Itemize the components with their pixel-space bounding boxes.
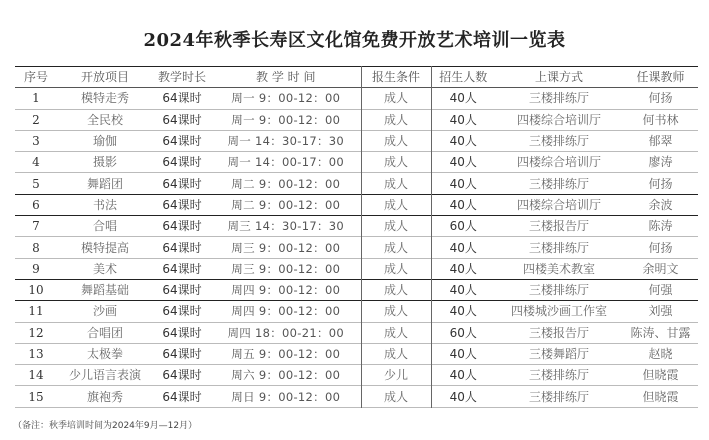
cell-condition: 成人: [361, 258, 431, 279]
table-row: [15, 365, 698, 386]
cell-enroll: 40人: [431, 365, 495, 386]
header-condition: 报生条件: [361, 67, 431, 88]
cell-enroll: 40人: [431, 130, 495, 151]
cell-venue: 三楼舞蹈厅: [528, 347, 589, 361]
cell-condition: 成人: [361, 109, 431, 130]
cell-venue: 三楼报告厅: [528, 325, 589, 340]
cell-enroll: 40人: [431, 343, 495, 364]
cell-no: 12: [28, 325, 44, 340]
header-no: 序号: [23, 70, 48, 85]
cell-hours: 64课时: [162, 347, 202, 361]
cell-time: 周四 9：00-12：00: [231, 283, 341, 298]
cell-hours: 64课时: [162, 304, 202, 319]
cell-time: 周三 14：30-17：30: [227, 219, 345, 234]
table-row: [15, 88, 698, 109]
header-venue: 上课方式: [534, 70, 583, 85]
cell-hours: 64课时: [162, 155, 202, 170]
table-row: [15, 343, 698, 364]
cell-no: 14: [28, 368, 44, 383]
cell-venue: 三楼排练厅: [528, 240, 589, 255]
cell-hours: 64课时: [162, 325, 202, 340]
cell-venue: 四楼综合培训厅: [516, 112, 601, 127]
cell-teacher: 陈涛、甘露: [630, 325, 691, 340]
cell-no: 2: [32, 112, 40, 127]
cell-teacher: 何强: [648, 283, 673, 298]
cell-venue: 四楼城沙画工作室: [510, 304, 607, 319]
cell-enroll: 40人: [431, 152, 495, 173]
cell-no: 10: [28, 283, 44, 298]
cell-condition: 成人: [361, 301, 431, 322]
cell-teacher: 刘强: [648, 304, 673, 319]
cell-condition: 少儿: [361, 365, 431, 386]
cell-enroll: 40人: [431, 386, 495, 407]
table-row: [15, 130, 698, 151]
cell-venue: 四楼综合培训厅: [516, 197, 601, 212]
cell-project: 太极拳: [86, 347, 123, 361]
cell-time: 周二 9：00-12：00: [231, 176, 341, 191]
cell-project: 美术: [92, 261, 117, 276]
cell-project: 少儿语言表演: [68, 368, 141, 383]
cell-teacher: 陈涛: [648, 219, 673, 234]
cell-venue: 三楼排练厅: [528, 368, 589, 383]
cell-project: 舞蹈团: [86, 176, 123, 191]
table-row: [15, 322, 698, 343]
cell-project: 全民校: [86, 112, 123, 127]
cell-teacher: 何扬: [648, 176, 673, 191]
cell-hours: 64课时: [162, 134, 202, 149]
cell-no: 13: [28, 347, 44, 361]
cell-condition: 成人: [361, 173, 431, 194]
table-row: [15, 301, 698, 322]
cell-no: 15: [28, 389, 44, 404]
cell-enroll: 40人: [431, 258, 495, 279]
cell-project: 舞蹈基础: [80, 283, 129, 298]
cell-project: 书法: [92, 197, 117, 212]
cell-time: 周五 9：00-12：00: [231, 347, 341, 361]
cell-project: 瑜伽: [92, 134, 117, 149]
cell-venue: 四楼综合培训厅: [516, 155, 601, 170]
cell-condition: 成人: [361, 237, 431, 258]
cell-teacher: 但晓霞: [642, 368, 679, 383]
cell-enroll: 40人: [431, 301, 495, 322]
cell-hours: 64课时: [162, 240, 202, 255]
cell-no: 7: [32, 219, 40, 234]
header-time: 教 学 时 间: [256, 70, 316, 85]
cell-venue: 三楼排练厅: [528, 283, 589, 298]
cell-enroll: 60人: [431, 322, 495, 343]
table-row: [15, 216, 698, 237]
cell-condition: 成人: [361, 130, 431, 151]
cell-condition: 成人: [361, 216, 431, 237]
cell-no: 1: [32, 91, 40, 106]
cell-no: 3: [32, 134, 40, 149]
cell-venue: 三楼排练厅: [528, 91, 589, 106]
table-row: [15, 109, 698, 130]
cell-teacher: 何扬: [648, 91, 673, 106]
cell-project: 旗袍秀: [86, 389, 123, 404]
cell-teacher: 何扬: [648, 240, 673, 255]
cell-teacher: 赵晓: [648, 347, 673, 361]
cell-venue: 三楼排练厅: [528, 134, 589, 149]
cell-time: 周四 9：00-12：00: [231, 304, 341, 319]
cell-no: 5: [32, 176, 40, 191]
cell-time: 周一 9：00-12：00: [231, 91, 341, 106]
cell-no: 8: [32, 240, 40, 255]
table-row: [15, 237, 698, 258]
table-body: [15, 88, 698, 407]
cell-time: 周三 9：00-12：00: [231, 261, 341, 276]
cell-enroll: 40人: [431, 194, 495, 215]
cell-teacher: 郁翠: [648, 134, 673, 149]
table-row: [15, 152, 698, 173]
cell-teacher: 但晓霞: [642, 389, 679, 404]
cell-project: 模特提高: [80, 240, 129, 255]
footnote: （备注：秋季培训时间为2024年9月—12月）: [13, 421, 198, 431]
cell-time: 周日 9：00-12：00: [231, 389, 341, 404]
table-row: [15, 258, 698, 279]
cell-condition: 成人: [361, 152, 431, 173]
cell-venue: 三楼排练厅: [528, 389, 589, 404]
cell-no: 11: [28, 304, 44, 319]
cell-enroll: 40人: [431, 237, 495, 258]
cell-enroll: 40人: [431, 173, 495, 194]
cell-project: 摄影: [92, 155, 117, 170]
header-row: [15, 67, 698, 88]
cell-project: 合唱团: [86, 325, 123, 340]
cell-venue: 三楼报告厅: [528, 219, 589, 234]
header-project: 开放项目: [80, 70, 129, 85]
cell-teacher: 何书林: [642, 112, 679, 127]
table-row: [15, 386, 698, 407]
header-teacher: 任课教师: [636, 70, 685, 85]
cell-project: 沙画: [92, 304, 117, 319]
cell-enroll: 40人: [431, 88, 495, 109]
table-row: [15, 279, 698, 300]
cell-condition: 成人: [361, 88, 431, 109]
cell-venue: 三楼排练厅: [528, 176, 589, 191]
cell-hours: 64课时: [162, 261, 202, 276]
cell-enroll: 60人: [431, 216, 495, 237]
cell-no: 4: [32, 155, 40, 170]
course-table: [15, 66, 698, 408]
header-hours: 教学时长: [157, 70, 206, 85]
cell-hours: 64课时: [162, 219, 202, 234]
cell-hours: 64课时: [162, 112, 202, 127]
cell-enroll: 40人: [431, 279, 495, 300]
cell-hours: 64课时: [162, 197, 202, 212]
cell-hours: 64课时: [162, 176, 202, 191]
cell-time: 周一 9：00-12：00: [231, 112, 341, 127]
cell-teacher: 余波: [648, 197, 673, 212]
cell-condition: 成人: [361, 279, 431, 300]
page-title: 2024年秋季长寿区文化馆免费开放艺术培训一览表: [143, 30, 566, 51]
cell-teacher: 廖涛: [648, 155, 673, 170]
cell-teacher: 余明文: [642, 261, 679, 276]
cell-no: 9: [32, 261, 40, 276]
cell-condition: 成人: [361, 194, 431, 215]
header-enroll: 招生人数: [431, 67, 495, 88]
cell-hours: 64课时: [162, 91, 202, 106]
table-row: [15, 173, 698, 194]
cell-venue: 四楼美术教室: [522, 261, 595, 276]
table-row: [15, 194, 698, 215]
cell-condition: 成人: [361, 343, 431, 364]
cell-project: 合唱: [92, 219, 117, 234]
cell-time: 周二 9：00-12：00: [231, 197, 341, 212]
cell-hours: 64课时: [162, 283, 202, 298]
cell-hours: 64课时: [162, 389, 202, 404]
cell-time: 周六 9：00-12：00: [231, 368, 341, 383]
cell-condition: 成人: [361, 386, 431, 407]
cell-time: 周一 14：00-17：00: [227, 155, 345, 170]
cell-project: 模特走秀: [80, 91, 129, 106]
cell-condition: 成人: [361, 322, 431, 343]
cell-hours: 64课时: [162, 368, 202, 383]
cell-no: 6: [32, 197, 40, 212]
cell-enroll: 40人: [431, 109, 495, 130]
cell-time: 周三 9：00-12：00: [231, 240, 341, 255]
cell-time: 周四 18：00-21：00: [227, 325, 345, 340]
cell-time: 周一 14：30-17：30: [227, 134, 345, 149]
